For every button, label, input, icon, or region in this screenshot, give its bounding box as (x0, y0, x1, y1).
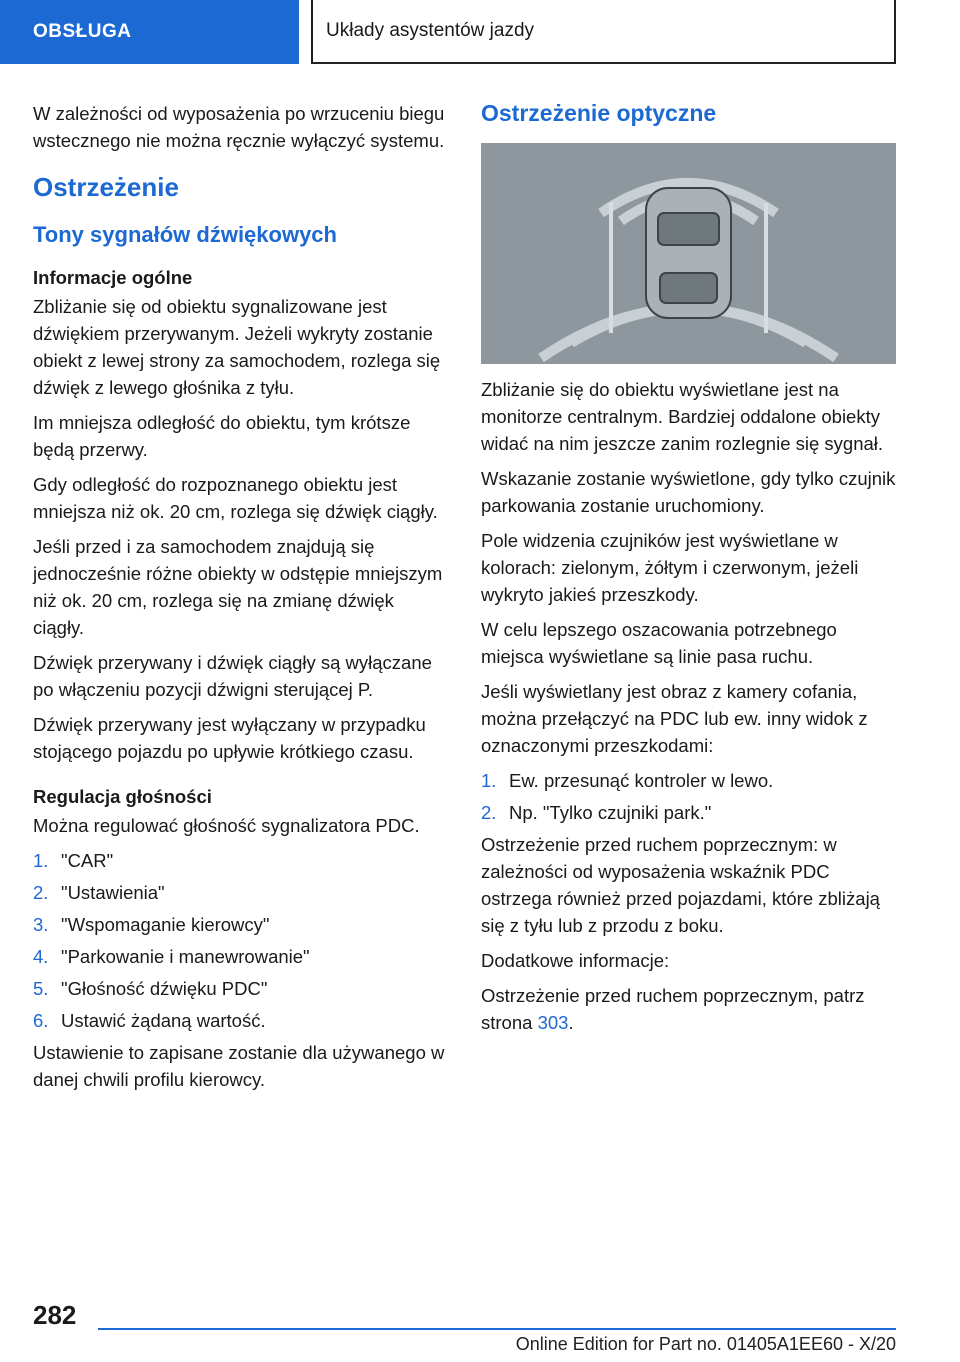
optical-warning-heading: Ostrzeżenie optyczne (481, 100, 717, 126)
list-item (33, 879, 445, 906)
step-text: Ew. przesunąć kontroler w lewo. (509, 770, 774, 791)
section-heading: Ostrzeżenie (33, 172, 179, 202)
paragraph: Dźwięk przerywany jest wyłączany w przypadku stojącego pojazdu po upływie krótkiego czasu. (33, 714, 426, 762)
paragraph: Jeśli wyświetlany jest obraz z kamery cofania, można przełączyć na PDC lub ew. inny widok z oznaczonymi przeszkodami: (481, 681, 868, 756)
car-top-view (646, 188, 731, 318)
step-number: 6. (33, 1010, 49, 1031)
list-item (33, 911, 445, 938)
step-text: Np. "Tylko czujniki park." (509, 802, 712, 823)
volume-intro: Można regulować głośność sygnalizatora PDC. (33, 815, 420, 836)
step-text: "Wspomaganie kierowcy" (61, 914, 270, 935)
list-item (33, 943, 445, 970)
step-text: "Parkowanie i manewrowanie" (61, 946, 310, 967)
list-item (481, 799, 896, 826)
paragraph: Zbliżanie się od obiektu sygnalizowane jest dźwiękiem przerywanym. Jeżeli wykryty zostanie obiekt z lewej strony za samochodem, rozlega się dźwięk z lewego głośnika z tyłu. (33, 296, 441, 398)
step-number: 2. (481, 802, 497, 823)
subsection-heading: Tony sygnałów dźwiękowych (33, 222, 337, 247)
paragraph: Pole widzenia czujników jest wyświetlane w kolorach: zielonym, żółtym i czerwonym, jeżeli wykryto jakieś przeszkody. (481, 530, 859, 605)
page-number: 282 (33, 1300, 77, 1330)
paragraph: Zbliżanie się do obiektu wyświetlane jest na monitorze centralnym. Bardziej oddalone obiekty widać na nim jeszcze zanim rozlegnie się sygnał. (481, 379, 884, 454)
step-number: 4. (33, 946, 49, 967)
edition-note: Online Edition for Part no. 01405A1EE60 - X/20 (515, 1334, 896, 1354)
step-number: 2. (33, 882, 49, 903)
step-text: "Głośność dźwięku PDC" (61, 978, 268, 999)
page-link[interactable]: 303 (537, 1012, 569, 1033)
left-column (33, 100, 445, 1101)
step-number: 3. (33, 914, 49, 935)
footer-divider (98, 1328, 896, 1330)
chapter-title-text: Układy asystentów jazdy (326, 20, 535, 41)
paragraph: Jeśli przed i za samochodem znajdują się jednocześnie różne obiekty w odstępie mniejszym niż ok. 20 cm, rozlega się na zmianę dźwięk ciągły. (33, 536, 443, 638)
list-item (33, 847, 445, 874)
step-text: "CAR" (61, 850, 114, 871)
general-info-heading: Informacje ogólne (33, 267, 193, 288)
list-item (481, 767, 896, 794)
section-tab: OBSŁUGA (0, 0, 299, 64)
view-steps-list (481, 767, 896, 826)
list-item (33, 1007, 445, 1034)
reference-end: . (568, 1012, 574, 1033)
volume-heading: Regulacja głośności (33, 786, 212, 807)
paragraph: Ostrzeżenie przed ruchem poprzecznym: w zależności od wyposażenia wskaźnik PDC ostrzega również przed pojazdami, które zbliżają się z tyłu lub z przodu z boku. (481, 834, 880, 936)
cross-reference (481, 982, 896, 1036)
paragraph: Gdy odległość do rozpoznanego obiektu jest mniejsza niż ok. 20 cm, rozlega się dźwięk ciągły. (33, 474, 438, 522)
step-text: Ustawić żądaną wartość. (61, 1010, 266, 1031)
reference-text: Ostrzeżenie przed ruchem poprzecznym, patrz strona (481, 985, 865, 1033)
chapter-title (311, 0, 896, 64)
paragraph: Im mniejsza odległość do obiektu, tym krótsze będą przerwy. (33, 412, 411, 460)
intro-paragraph: W zależności od wyposażenia po wrzuceniu biegu wstecznego nie można ręcznie wyłączyć systemu. (33, 103, 445, 151)
pdc-illustration (481, 143, 896, 364)
paragraph: W celu lepszego oszacowania potrzebnego miejsca wyświetlane są linie pasa ruchu. (481, 619, 837, 667)
step-number: 1. (33, 850, 49, 871)
paragraph: Wskazanie zostanie wyświetlone, gdy tylko czujnik parkowania zostanie uruchomiony. (481, 468, 896, 516)
volume-steps-list (33, 847, 445, 1034)
step-text: "Ustawienia" (61, 882, 165, 903)
right-column (481, 100, 896, 1044)
outro-paragraph: Ustawienie to zapisane zostanie dla używanego w danej chwili profilu kierowcy. (33, 1042, 445, 1090)
paragraph: Dodatkowe informacje: (481, 950, 670, 971)
list-item (33, 975, 445, 1002)
step-number: 1. (481, 770, 497, 791)
step-number: 5. (33, 978, 49, 999)
paragraph: Dźwięk przerywany i dźwięk ciągły są wyłączane po włączeniu pozycji dźwigni sterującej P. (33, 652, 432, 700)
